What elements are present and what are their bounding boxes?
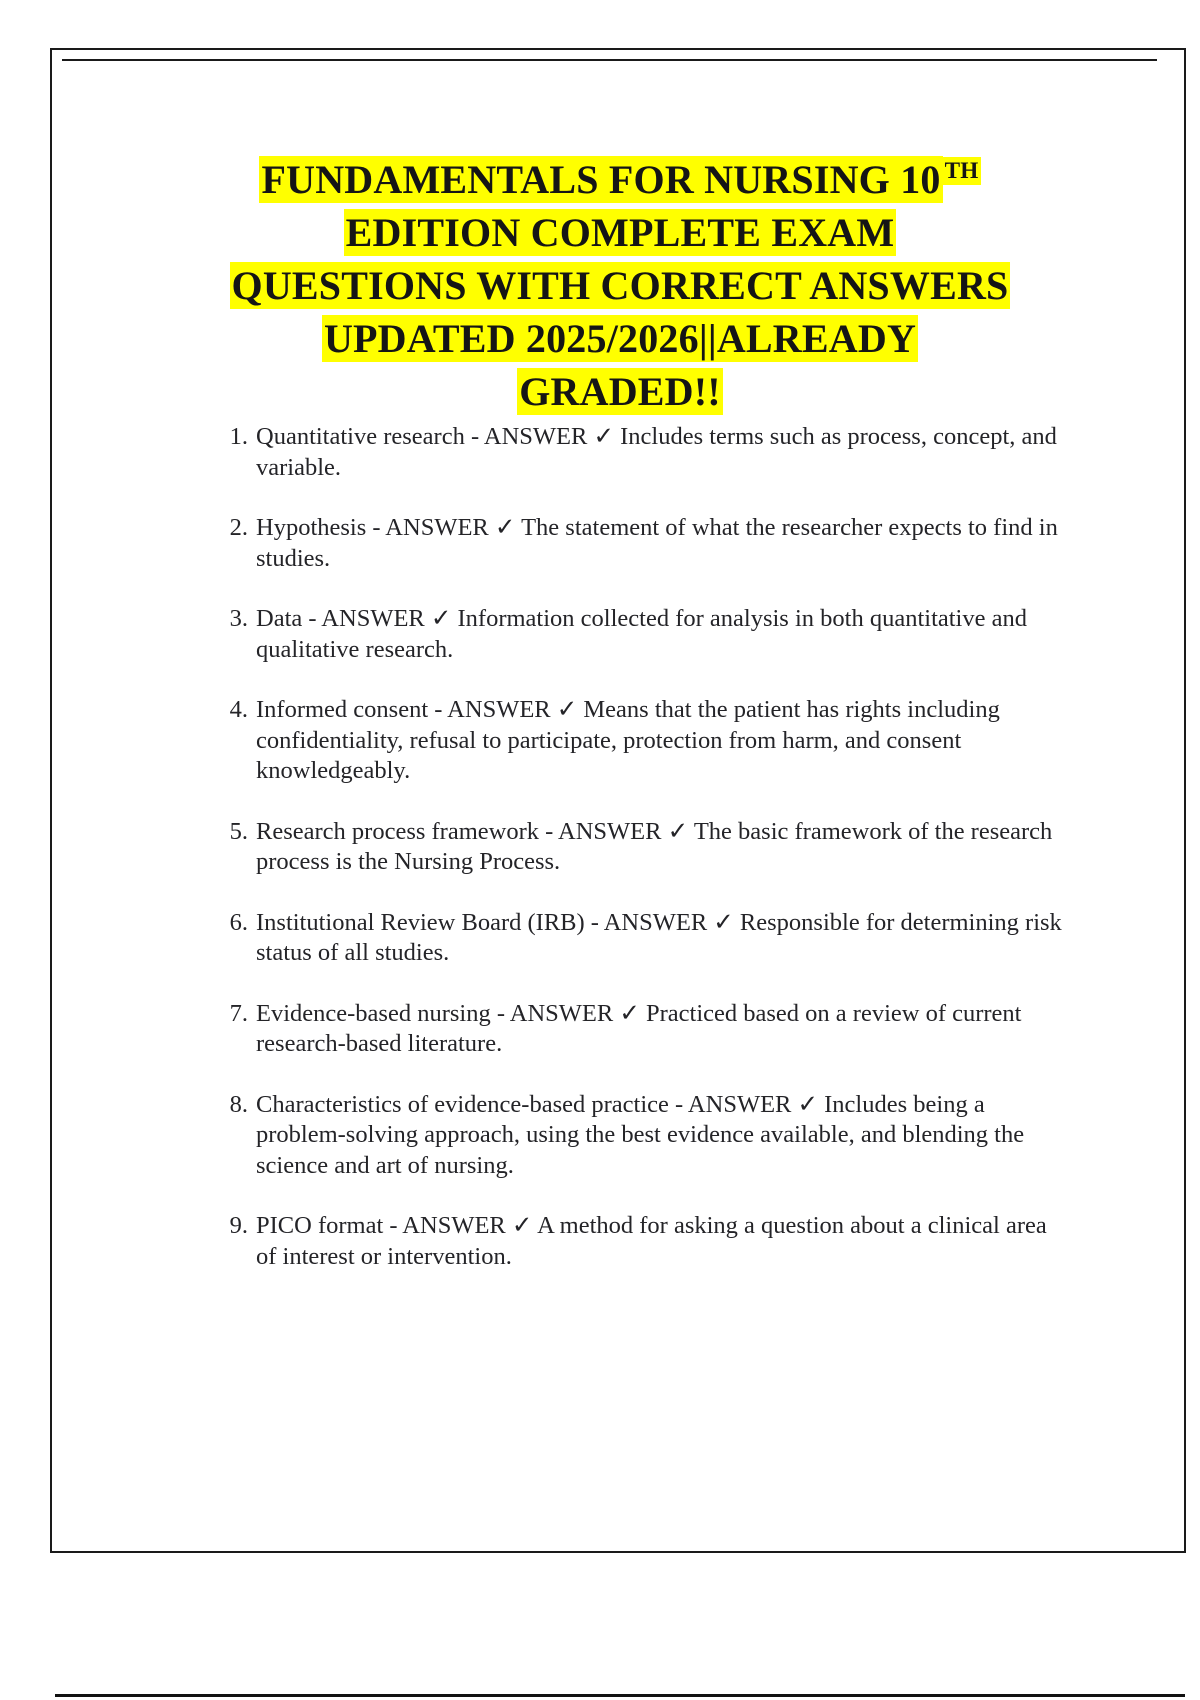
list-item: [218, 513, 1068, 574]
title-superscript: TH: [944, 158, 979, 185]
list-item-number: 2.: [229, 514, 248, 541]
list-item-text: Institutional Review Board (IRB) - ANSWER ✓ Responsible for determining risk status of all studies.: [256, 908, 1062, 966]
list-item-number: 6.: [229, 908, 248, 936]
list-item: [218, 1090, 1068, 1182]
list-item-number: 9.: [229, 1212, 248, 1239]
title-line-3: QUESTIONS WITH CORRECT ANSWERS: [231, 262, 1009, 308]
list-item: [218, 422, 1068, 483]
page-title: [148, 153, 1092, 418]
list-item: [218, 695, 1068, 787]
list-item-number: 1.: [229, 423, 248, 450]
list-item-text: Informed consent - ANSWER ✓ Means that the patient has rights including confidentiality, refusal to participate, protection from harm, and consent knowledgeably.: [256, 696, 1000, 784]
list-item-text: Research process framework - ANSWER ✓ The basic framework of the research process is the Nursing Process.: [256, 817, 1053, 875]
list-item-text: PICO format - ANSWER ✓ A method for asking a question about a clinical area of interest or intervention.: [256, 1212, 1047, 1270]
title-line-4: UPDATED 2025/2026||ALREADY: [323, 315, 917, 361]
list-item-number: 4.: [229, 696, 248, 723]
qa-list: [218, 422, 1068, 1302]
list-item-text: Hypothesis - ANSWER ✓ The statement of what the researcher expects to find in studies.: [256, 514, 1058, 572]
next-page-top-rule: [55, 1694, 1185, 1697]
title-line-1: FUNDAMENTALS FOR NURSING 10: [261, 156, 941, 202]
list-item: [218, 908, 1068, 969]
list-item-text: Data - ANSWER ✓ Information collected for analysis in both quantitative and qualitative research.: [256, 605, 1027, 663]
list-item: [218, 604, 1068, 665]
list-item-number: 8.: [229, 1090, 248, 1118]
title-line-5: GRADED!!: [519, 368, 721, 414]
title-line-2: EDITION COMPLETE EXAM: [345, 209, 895, 255]
page-top-rule: [62, 59, 1157, 61]
list-item-text: Quantitative research - ANSWER ✓ Includes terms such as process, concept, and variable.: [256, 423, 1057, 481]
list-item: [218, 999, 1068, 1060]
list-item-text: Characteristics of evidence-based practice - ANSWER ✓ Includes being a problem-solving approach, using the best evidence available, and blending the science and art of nursing.: [256, 1090, 1025, 1179]
list-item: [218, 817, 1068, 878]
document-page: [50, 48, 1186, 1553]
list-item-number: 3.: [229, 605, 248, 632]
list-item: [218, 1211, 1068, 1272]
list-item-text: Evidence-based nursing - ANSWER ✓ Practiced based on a review of current research-based literature.: [256, 999, 1022, 1057]
list-item-number: 5.: [229, 817, 248, 845]
list-item-number: 7.: [229, 999, 248, 1027]
